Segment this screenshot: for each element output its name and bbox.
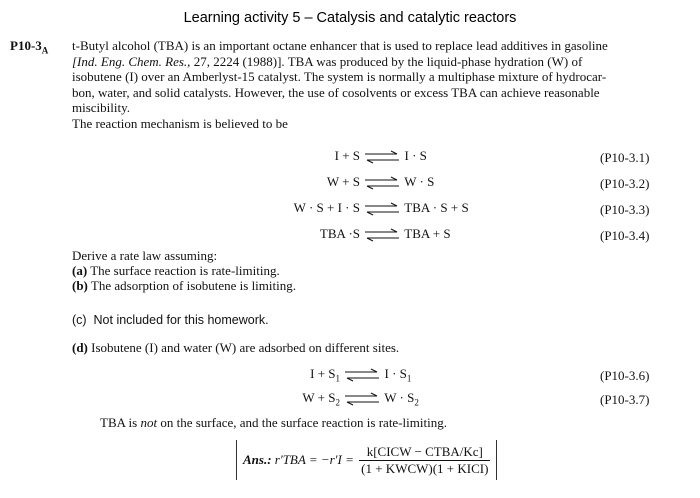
derive-intro: Derive a rate law assuming:: [72, 248, 218, 263]
equation-label-3: (P10-3.3): [600, 202, 650, 217]
mechanism-step-1: I + S I · S: [334, 148, 427, 163]
fraction-numerator: k[CICW − CTBA/Kc]: [359, 444, 490, 461]
problem-number: $P10-3_A$: [10, 38, 49, 56]
intro-line-2: [Ind. Eng. Chem. Res., 27, 2224 (1988)]. TBA was produced by the liquid-phase hydration (W) of: [72, 53, 583, 69]
mechanism-step-2: W + S W · S: [326, 174, 435, 189]
fraction-denominator: (1 + KWCW)(1 + KICI): [361, 460, 489, 476]
equation-label-6: (P10-3.6): [600, 368, 650, 383]
equation-label-4: (P10-3.4): [600, 228, 650, 243]
mechanism-step-3: W · S + I · S TBA · S + S: [293, 200, 469, 215]
equilibrium-arrow-icon: [363, 150, 401, 164]
equation-label-7: (P10-3.7): [600, 392, 650, 407]
equilibrium-arrow-icon: [363, 202, 401, 216]
equilibrium-arrow-icon: [343, 392, 381, 406]
equation-label-2: (P10-3.2): [600, 176, 650, 191]
answer-box: [236, 440, 497, 480]
part-c: (c) Not included for this homework.: [72, 313, 269, 327]
part-a: (a) The surface reaction is rate-limiting.: [72, 263, 280, 278]
rate-law-fraction: [359, 444, 490, 476]
site-equation-2: $W + S_2$ $W \cdot S_2$: [302, 390, 419, 408]
intro-line-3: isobutene (I) over an Amberlyst-15 catalyst. The system is normally a multiphase mixture of hydrocar-: [72, 69, 607, 84]
mechanism-intro: The reaction mechanism is believed to be: [72, 115, 288, 131]
answer-lhs: r′TBA = −r′I =: [274, 452, 354, 467]
intro-line-4: bon, water, and solid catalysts. However, the use of cosolvents or excess TBA can achieve reasonable: [72, 84, 600, 100]
page-title: Learning activity 5 – Catalysis and catalytic reactors: [183, 10, 517, 26]
equilibrium-arrow-icon: [343, 368, 381, 382]
intro-line-1: t-Butyl alcohol (TBA) is an important octane enhancer that is used to replace lead additives in gasoline: [72, 38, 608, 53]
equation-label-1: (P10-3.1): [600, 150, 650, 165]
mechanism-step-4: TBA ·S TBA + S: [319, 226, 451, 241]
part-d: (d) Isobutene (I) and water (W) are adsorbed on different sites.: [72, 340, 400, 355]
site-equation-1: $I + S_1$ $I \cdot S_1$: [310, 366, 412, 384]
problem-statement: [72, 38, 674, 131]
intro-line-5: miscibility.: [72, 100, 131, 115]
answer-label: Ans.:: [243, 452, 272, 467]
equilibrium-arrow-icon: [363, 228, 401, 242]
journal-reference: [Ind. Eng. Chem. Res.,: [72, 53, 191, 69]
part-b: (b) The adsorption of isobutene is limiting.: [72, 278, 296, 293]
rate-limiting-note: TBA is not on the surface, and the surface reaction is rate-limiting.: [100, 415, 447, 430]
equilibrium-arrow-icon: [363, 176, 401, 190]
